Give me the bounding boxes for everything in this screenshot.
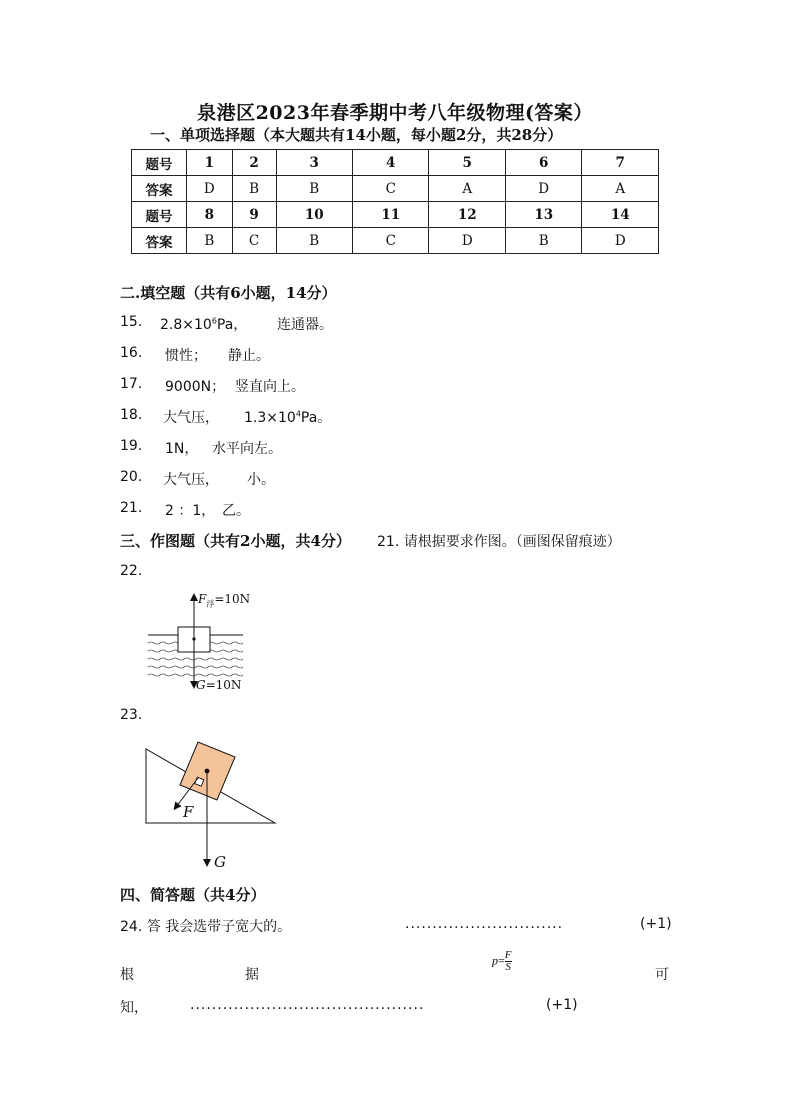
force-f-label: F <box>183 803 194 821</box>
fill-item-number: 21. <box>120 500 143 516</box>
table-cell: B <box>276 228 352 254</box>
row-label: 题号 <box>132 150 187 176</box>
q23-figure <box>140 735 285 875</box>
table-cell: 14 <box>582 202 659 228</box>
table-cell: 2 <box>232 150 276 176</box>
fill-answer-b: 水平向左。 <box>212 441 282 457</box>
fill-item-number: 18. <box>120 407 143 423</box>
fill-answer-b: 乙。 <box>222 503 250 519</box>
row-label: 答案 <box>132 176 187 202</box>
fill-answer-b: 竖直向上。 <box>235 379 305 395</box>
q23-number: 23. <box>120 707 143 723</box>
table-cell: 4 <box>353 150 429 176</box>
fill-answer-b: 静止。 <box>228 348 270 364</box>
table-cell: 11 <box>353 202 429 228</box>
section3-heading: 三、作图题（共有2小题，共4分） <box>120 532 351 550</box>
table-cell: B <box>187 228 233 254</box>
fill-item-number: 17. <box>120 376 143 392</box>
table-cell: D <box>582 228 659 254</box>
table-cell: 1 <box>187 150 233 176</box>
fill-answer-a: 9000N； <box>165 379 226 395</box>
answer-24-word-ju: 据 <box>245 967 259 983</box>
table-cell: 3 <box>276 150 352 176</box>
fill-item-number: 19. <box>120 438 143 454</box>
table-cell: 12 <box>429 202 505 228</box>
table-row <box>132 150 659 176</box>
table-cell: C <box>353 176 429 202</box>
table-cell: 6 <box>505 150 581 176</box>
answer-24-word-ke: 可 <box>655 967 669 983</box>
table-cell: 13 <box>505 202 581 228</box>
fill-answer-a: 大气压， <box>163 472 219 488</box>
fill-answer-b: 连通器。 <box>277 317 333 333</box>
row-label: 题号 <box>132 202 187 228</box>
answer-24-dots-2: ........................................... <box>190 997 425 1013</box>
answer-table <box>131 149 659 254</box>
fill-answer-b: $1.3\times 10^4Pa$。 <box>244 409 332 426</box>
table-row <box>132 228 659 254</box>
fill-item-number: 20. <box>120 469 143 485</box>
table-cell: 9 <box>232 202 276 228</box>
q22-number: 22. <box>120 563 143 579</box>
table-cell: 7 <box>582 150 659 176</box>
section3-note: 21. 请根据要求作图。（画图保留痕迹） <box>377 534 621 550</box>
fill-answer-a: 惯性； <box>165 348 207 364</box>
table-cell: D <box>505 176 581 202</box>
table-cell: B <box>505 228 581 254</box>
force-g-label: G <box>214 853 226 871</box>
section2-heading: 二.填空题（共有6小题，14分） <box>120 284 337 302</box>
answer-24-dots: ............................. <box>405 916 564 932</box>
table-row <box>132 202 659 228</box>
table-cell: A <box>429 176 505 202</box>
table-cell: D <box>429 228 505 254</box>
fill-item-number: 16. <box>120 345 143 361</box>
answer-24-score-2: (+1) <box>546 997 578 1013</box>
fill-answer-a: 2 ：1， <box>165 503 216 519</box>
table-row <box>132 176 659 202</box>
answer-24-word-gen: 根 <box>120 967 134 983</box>
table-cell: B <box>232 176 276 202</box>
row-label: 答案 <box>132 228 187 254</box>
table-cell: A <box>582 176 659 202</box>
table-cell: 8 <box>187 202 233 228</box>
page-title: 泉港区2023年春季期中考八年级物理(答案） <box>197 102 593 124</box>
pressure-formula: p= $\frac{F}{S}$ <box>492 949 512 973</box>
table-cell: C <box>232 228 276 254</box>
answer-24-word-zhi: 知， <box>120 1000 148 1016</box>
answer-24-text: 24. 答 我会选带子宽大的。 <box>120 919 292 935</box>
fill-answer-a: 1N， <box>165 441 199 457</box>
table-cell: C <box>353 228 429 254</box>
gravity-label: G=10N <box>196 678 242 692</box>
section1-heading: 一、单项选择题（本大题共有14小题，每小题2分，共28分） <box>150 126 563 144</box>
fill-answer-b: 小。 <box>247 472 275 488</box>
section4-heading: 四、简答题（共4分） <box>120 886 266 904</box>
fill-answer-a: $2.8\times 10^6Pa$， <box>160 316 248 333</box>
answer-24-score: (+1) <box>640 916 672 932</box>
fill-item-number: 15. <box>120 314 143 330</box>
table-cell: 5 <box>429 150 505 176</box>
buoyancy-label: $F_浮=10N$ <box>198 592 251 609</box>
table-cell: 10 <box>276 202 352 228</box>
table-cell: D <box>187 176 233 202</box>
table-cell: B <box>276 176 352 202</box>
fill-answer-a: 大气压， <box>163 410 219 426</box>
